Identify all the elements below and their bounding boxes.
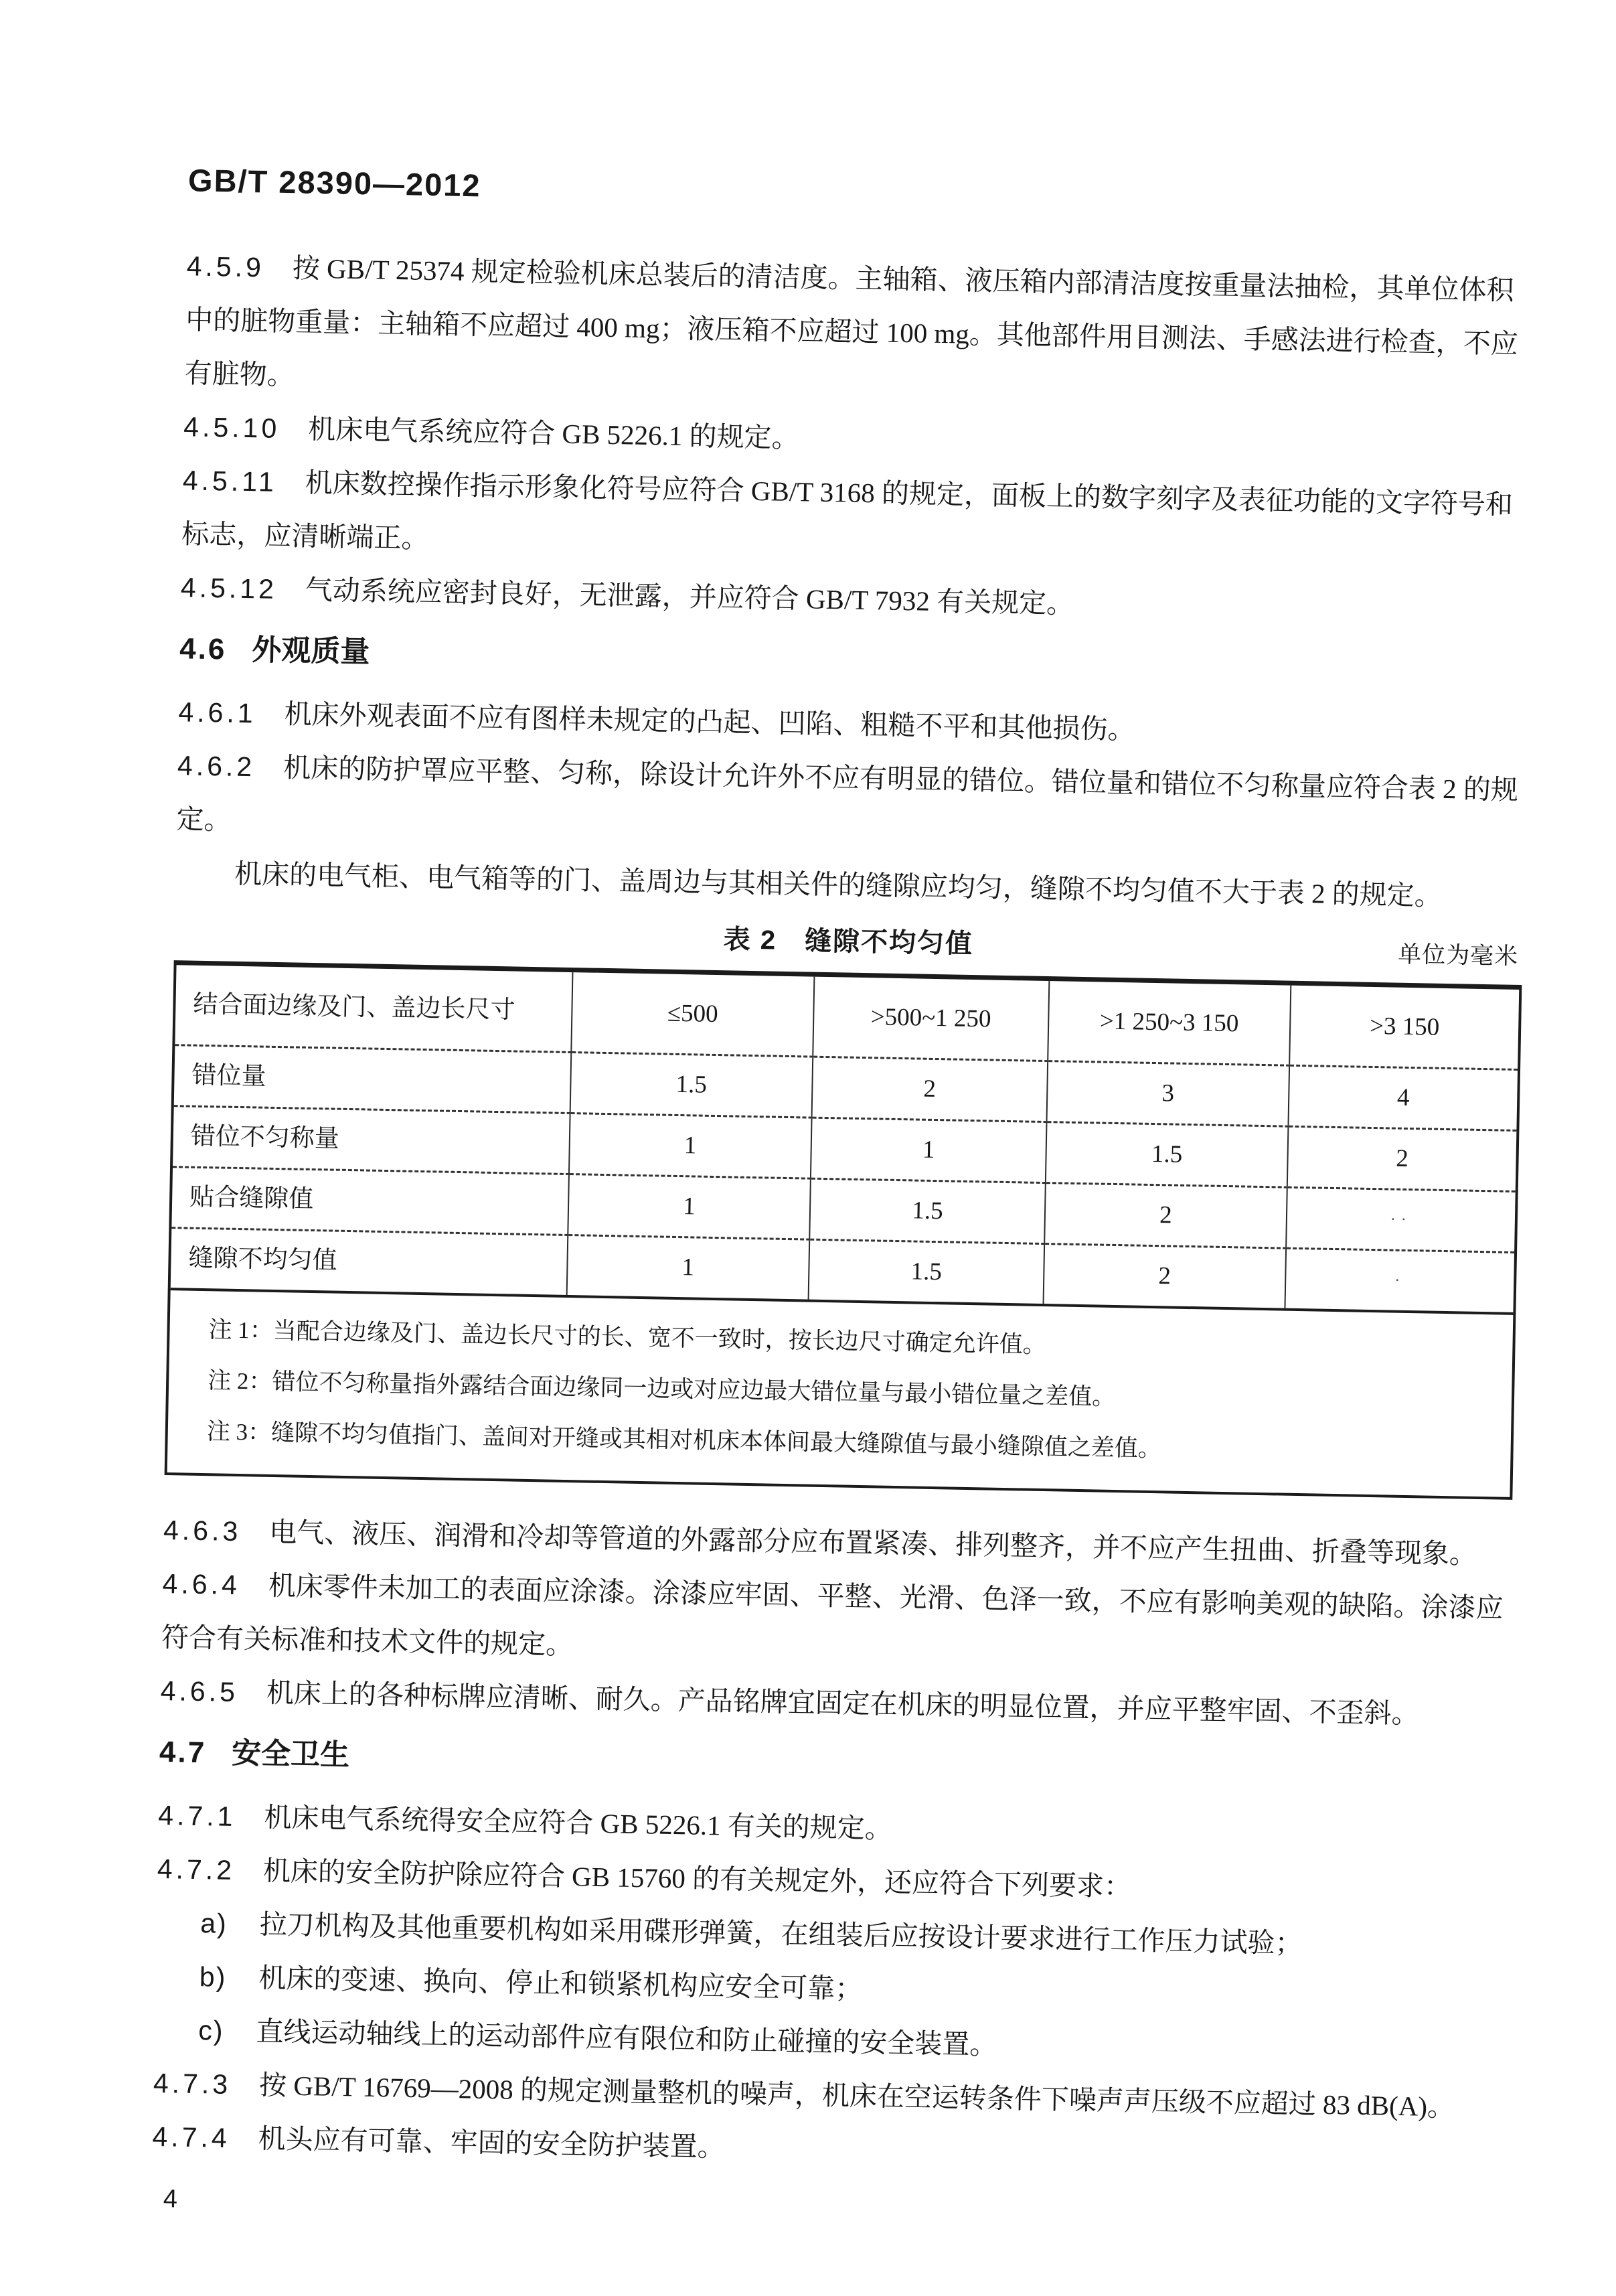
- col-header-le500: ≤500: [571, 972, 814, 1057]
- cell-value: 1.5: [808, 1239, 1044, 1304]
- list-marker: c): [198, 2015, 225, 2046]
- page-content: [151, 160, 1536, 2240]
- cell-value-faint-mark: ·: [1285, 1248, 1514, 1312]
- list-text: 机床的变速、换向、停止和锁紧机构应安全可靠；: [258, 1962, 863, 2005]
- heading-number: 4.7: [159, 1735, 207, 1770]
- clause-text: 按 GB/T 16769—2008 的规定测量整机的噪声，机床在空运转条件下噪声声压级不应超过 83 dB(A)。: [258, 2069, 1455, 2123]
- cell-value-faint-mark: ··: [1286, 1187, 1516, 1252]
- cell-value: 1: [568, 1174, 811, 1240]
- heading-title: 外观质量: [251, 633, 370, 669]
- table-note-3: 注 3：缝隙不均匀值指门、盖间对开缝或其相对机床本体间最大缝隙值与最小缝隙值之差值。: [206, 1418, 1162, 1462]
- cell-value: 1: [566, 1235, 809, 1299]
- cell-value: 3: [1046, 1061, 1289, 1127]
- clause-text: 按 GB/T 25374 规定检验机床总装后的清洁度。主轴箱、液压箱内部清洁度按重量法抽检，其单位体积中的脏物重量：主轴箱不应超过 400 mg；液压箱不应超过 100 mg。其他部件用目测法、手感法进行检查，不应有脏物。: [184, 252, 1519, 391]
- clause-text: 机床电气系统得安全应符合 GB 5226.1 有关的规定。: [264, 1801, 893, 1845]
- gap-requirement-paragraph: 机床的电气柜、电气箱等的门、盖周边与其相关件的缝隙应均匀，缝隙不均匀值不大于表 2 的规定。: [234, 858, 1443, 911]
- cell-value: 1.5: [570, 1053, 813, 1118]
- clause-number: 4.7.2: [157, 1853, 236, 1886]
- clause-text: 电气、液压、润滑和冷却等管道的外露部分应布置紧凑、排列整齐，并不应产生扭曲、折叠等现象。: [268, 1516, 1477, 1570]
- clause-number: 4.7.3: [153, 2067, 232, 2100]
- clause-text: 机床外观表面不应有图样未规定的凸起、凹陷、粗糙不平和其他损伤。: [284, 698, 1135, 745]
- clause-number: 4.6.3: [163, 1514, 242, 1547]
- clause-number: 4.7.1: [157, 1799, 236, 1833]
- clause-number: 4.6.5: [160, 1675, 239, 1708]
- table-note-2: 注 2：错位不匀称量指外露结合面边缘同一边或对应边最大错位量与最小错位量之差值。: [207, 1367, 1116, 1411]
- standard-code: GB/T 28390—2012: [187, 162, 482, 204]
- row-label: 错位不匀称量: [173, 1106, 570, 1174]
- row-label: 错位量: [174, 1045, 571, 1114]
- clause-number: 4.6.2: [177, 750, 256, 783]
- cell-value: 4: [1288, 1065, 1518, 1130]
- clause-text: 机床上的各种标牌应清晰、耐久。产品铭牌宜固定在机床的明显位置，并应平整牢固、不歪斜。: [266, 1677, 1420, 1730]
- clause-number: 4.5.10: [183, 411, 280, 444]
- clause-number: 4.5.12: [180, 572, 278, 605]
- cell-value: 2: [1044, 1183, 1287, 1249]
- list-marker: a): [199, 1908, 228, 1939]
- clause-number: 4.6.4: [162, 1567, 241, 1601]
- clause-number: 4.5.9: [186, 250, 265, 283]
- col-header-dimension: 结合面边缘及门、盖边长尺寸: [193, 990, 515, 1024]
- table-2-grid: [171, 965, 1519, 1312]
- list-marker: b): [199, 1961, 227, 1993]
- clause-text: 机床的安全防护除应符合 GB 15760 的有关规定外，还应符合下列要求：: [262, 1855, 1132, 1902]
- heading-number: 4.6: [179, 632, 227, 666]
- list-text: 直线运动轴线上的运动部件应有限位和防止碰撞的安全装置。: [256, 2015, 997, 2060]
- clause-text: 机床电气系统应符合 GB 5226.1 的规定。: [307, 413, 800, 454]
- row-label: 贴合缝隙值: [171, 1167, 568, 1235]
- clause-text: 机头应有可靠、牢固的安全防护装置。: [258, 2123, 725, 2163]
- clause-4-5-9: [184, 239, 1535, 425]
- col-header-1250-3150: >1 250~3 150: [1048, 981, 1291, 1065]
- cell-value: 2: [1287, 1126, 1517, 1191]
- col-header-500-1250: >500~1 250: [813, 977, 1049, 1061]
- clause-text: 机床零件未加工的表面应涂漆。涂漆应牢固、平整、光滑、色泽一致，不应有影响美观的缺陷。涂漆应符合有关标准和技术文件的规定。: [161, 1570, 1504, 1661]
- clause-text: 机床的防护罩应平整、匀称，除设计允许外不应有明显的错位。错位量和错位不匀称量应符合表 2 的规定。: [176, 752, 1519, 836]
- heading-title: 安全卫生: [231, 1736, 350, 1772]
- clause-text: 气动系统应密封良好，无泄露，并应符合 GB/T 7932 有关规定。: [305, 574, 1074, 619]
- cell-value: 1.5: [809, 1178, 1046, 1243]
- clause-text: 机床数控操作指示形象化符号应符合 GB/T 3168 的规定，面板上的数字刻字及表征功能的文字符号和标志，应清晰端正。: [181, 467, 1514, 554]
- page-number: 4: [163, 2185, 178, 2214]
- table-caption: 表 2 缝隙不均匀值: [723, 925, 974, 960]
- list-text: 拉刀机构及其他重要机构如采用碟形弹簧，在组装后应按设计要求进行工作压力试验；: [259, 1908, 1303, 1959]
- clause-number: 4.6.1: [178, 696, 257, 729]
- cell-value: 2: [811, 1057, 1048, 1122]
- clause-number: 4.5.11: [182, 465, 278, 498]
- cell-value: 1: [569, 1114, 812, 1179]
- table-2-gap-nonuniformity: [165, 960, 1522, 1500]
- col-header-gt3150: >3 150: [1289, 986, 1519, 1070]
- clause-number: 4.7.4: [152, 2121, 231, 2153]
- table-notes: [167, 1288, 1514, 1497]
- table-unit-label: 单位为毫米: [1397, 941, 1519, 970]
- cell-value: 1.5: [1046, 1122, 1289, 1188]
- row-label: 缝隙不均匀值: [171, 1228, 568, 1295]
- table-note-1: 注 1：当配合边缘及门、盖边长尺寸的长、宽不一致时，按长边尺寸确定允许值。: [208, 1316, 1047, 1359]
- cell-value: 1: [811, 1118, 1047, 1182]
- cell-value: 2: [1043, 1244, 1286, 1308]
